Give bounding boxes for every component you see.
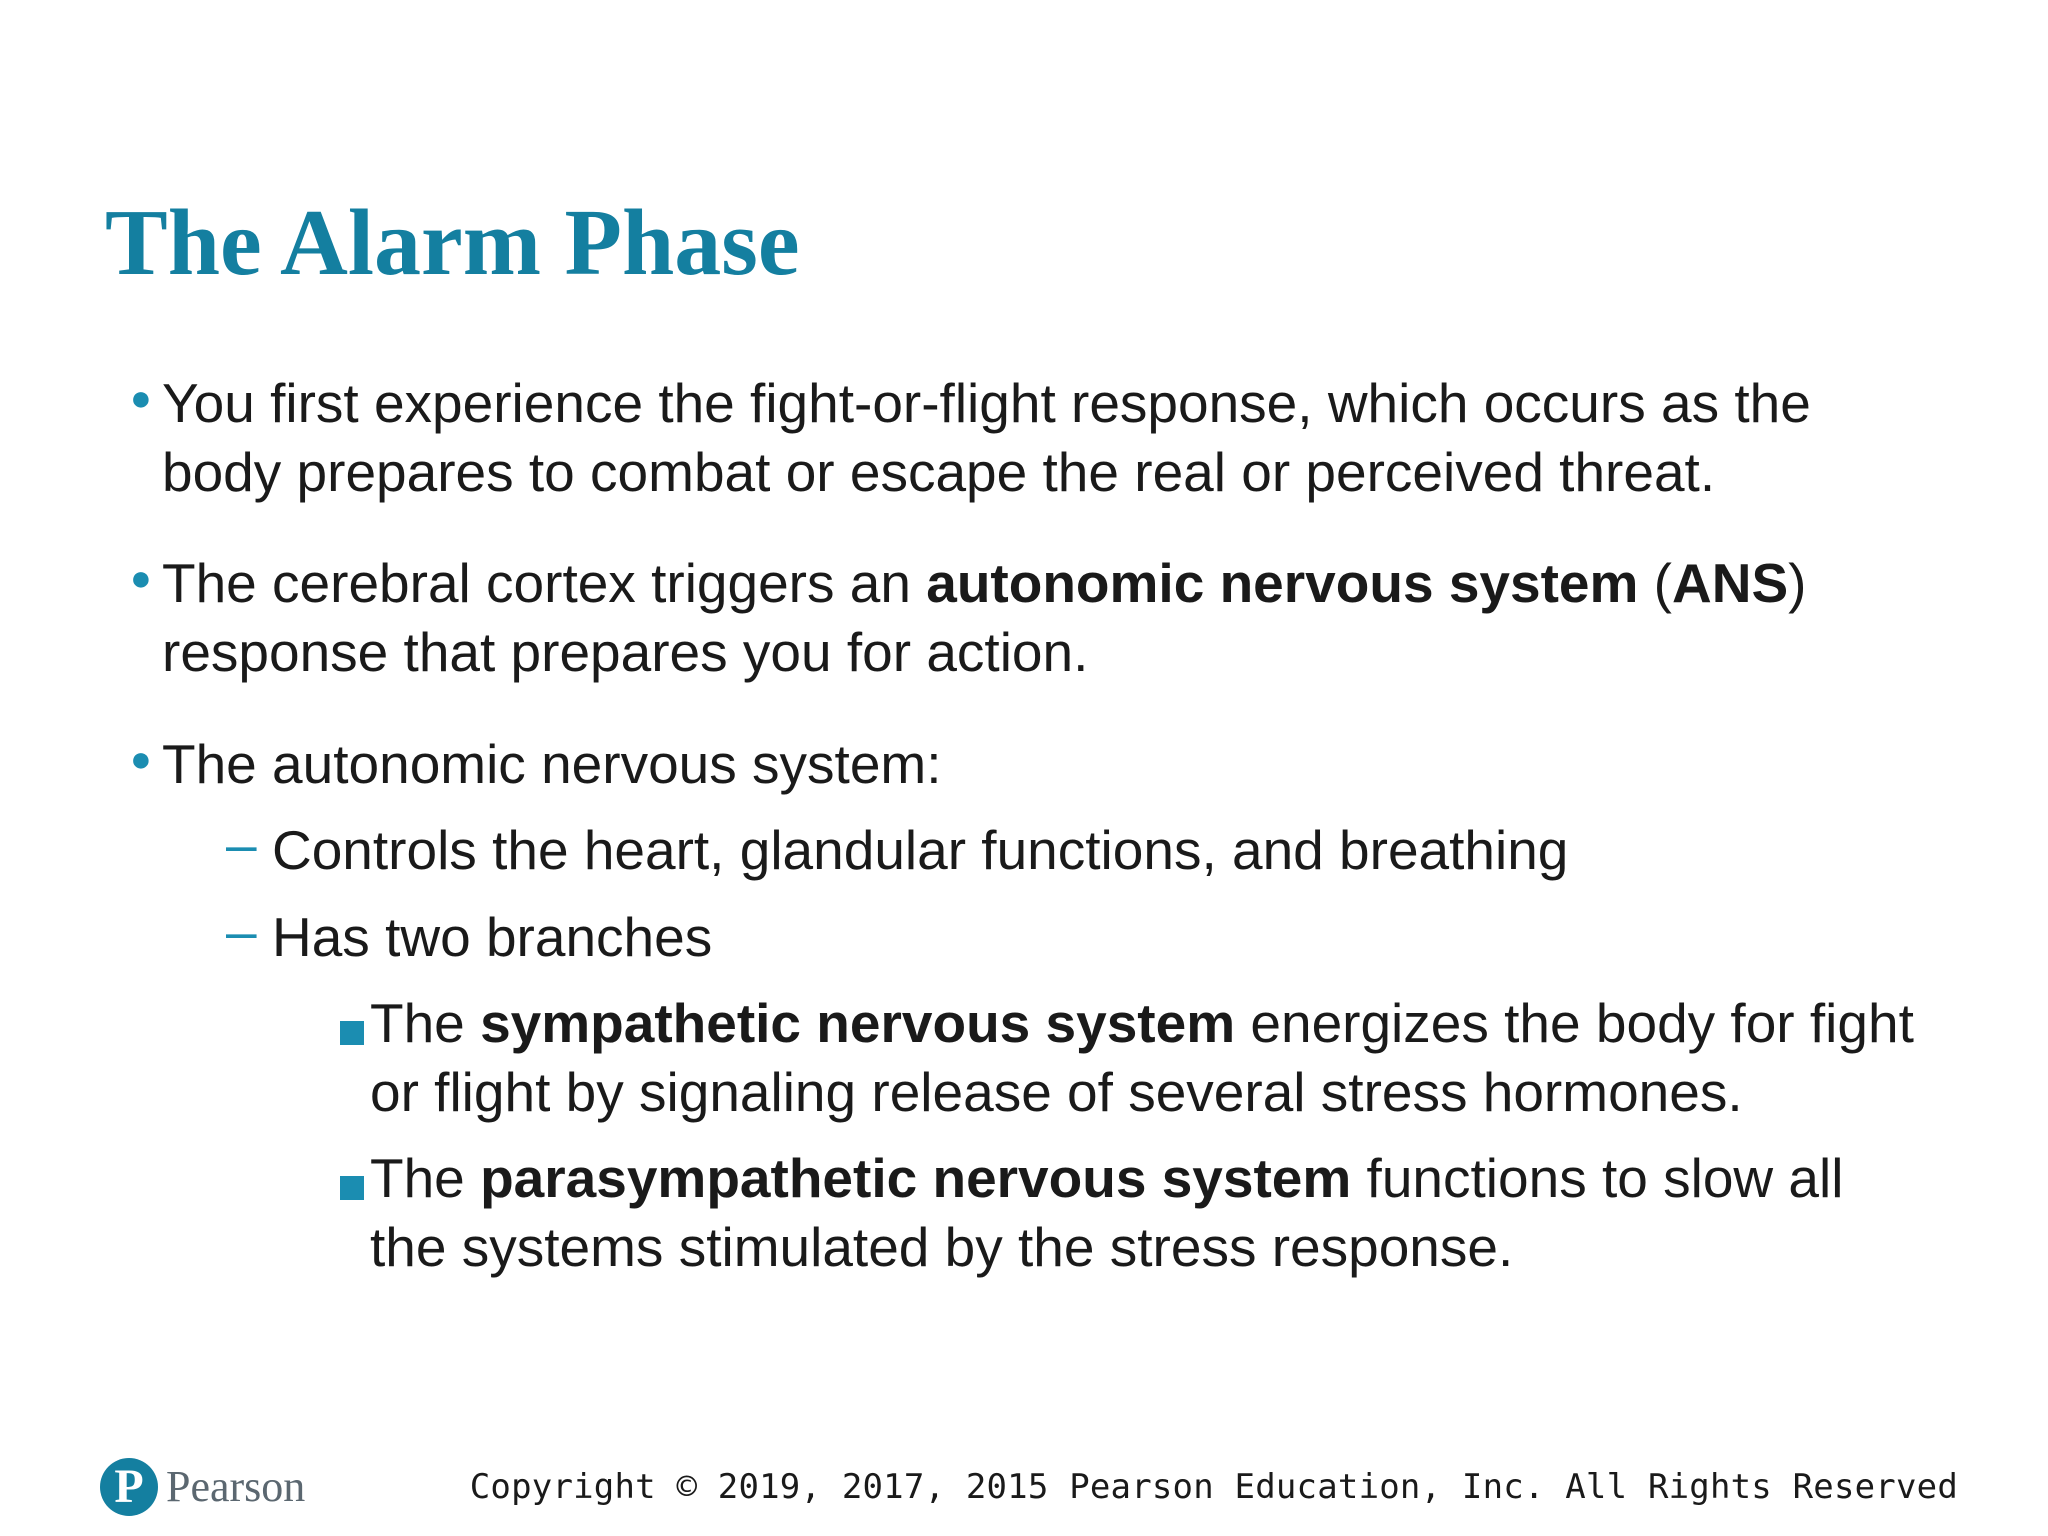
bullet-dot-icon: ● (130, 738, 152, 779)
bullet-2-post: ) response that prepares you for action. (162, 552, 1807, 683)
sub-sub-bullet-2-pre: The (370, 1147, 481, 1209)
bullet-2-mid: ( (1638, 552, 1672, 614)
bullet-2 (130, 549, 1902, 687)
sub-sub-bullet-2-post: functions to slow all the systems stimulated by the stress response. (370, 1147, 1844, 1278)
sub-sub-bullet-1-pre: The (370, 992, 481, 1054)
term-sympathetic-nervous-system: sympathetic nervous system (480, 992, 1236, 1054)
sub-bullet-2-text: Has two branches (272, 906, 713, 968)
dash-icon: – (226, 813, 257, 875)
sub-bullet-1 (226, 813, 1972, 885)
term-parasympathetic-nervous-system: parasympathetic nervous system (480, 1147, 1352, 1209)
square-bullet-icon (340, 1176, 364, 1200)
sub-bullet-1-text: Controls the heart, glandular functions, and breathing (272, 819, 1569, 881)
copyright-notice: Copyright © 2019, 2017, 2015 Pearson Education, Inc. All Rights Reserved (469, 1467, 1958, 1507)
pearson-logo-icon: P (100, 1458, 158, 1516)
bullet-3-text: The autonomic nervous system: (162, 733, 942, 795)
dash-icon: – (226, 900, 257, 962)
bullet-3 (130, 730, 1902, 799)
term-autonomic-nervous-system: autonomic nervous system (926, 552, 1639, 614)
sub-sub-bullet-1-post: energizes the body for fight or flight by signaling release of several stress hormones. (370, 992, 1914, 1123)
square-bullet-icon (340, 1021, 364, 1045)
sub-sub-bullet-2 (370, 1144, 1930, 1282)
pearson-logo (100, 1458, 305, 1516)
bullet-dot-icon: ● (130, 377, 152, 418)
slide-title: The Alarm Phase (105, 191, 800, 295)
bullet-dot-icon: ● (130, 557, 152, 598)
sub-sub-bullet-1 (370, 989, 1930, 1127)
bullet-2-pre: The cerebral cortex triggers an (162, 552, 927, 614)
pearson-logo-wordmark: Pearson (166, 1462, 306, 1511)
bullet-1 (130, 369, 1902, 507)
sub-bullet-2 (226, 900, 1972, 972)
term-ans: ANS (1672, 552, 1789, 614)
bullet-1-text: You first experience the fight-or-flight response, which occurs as the body prepares to combat or escape the real or perceived threat. (162, 372, 1811, 503)
